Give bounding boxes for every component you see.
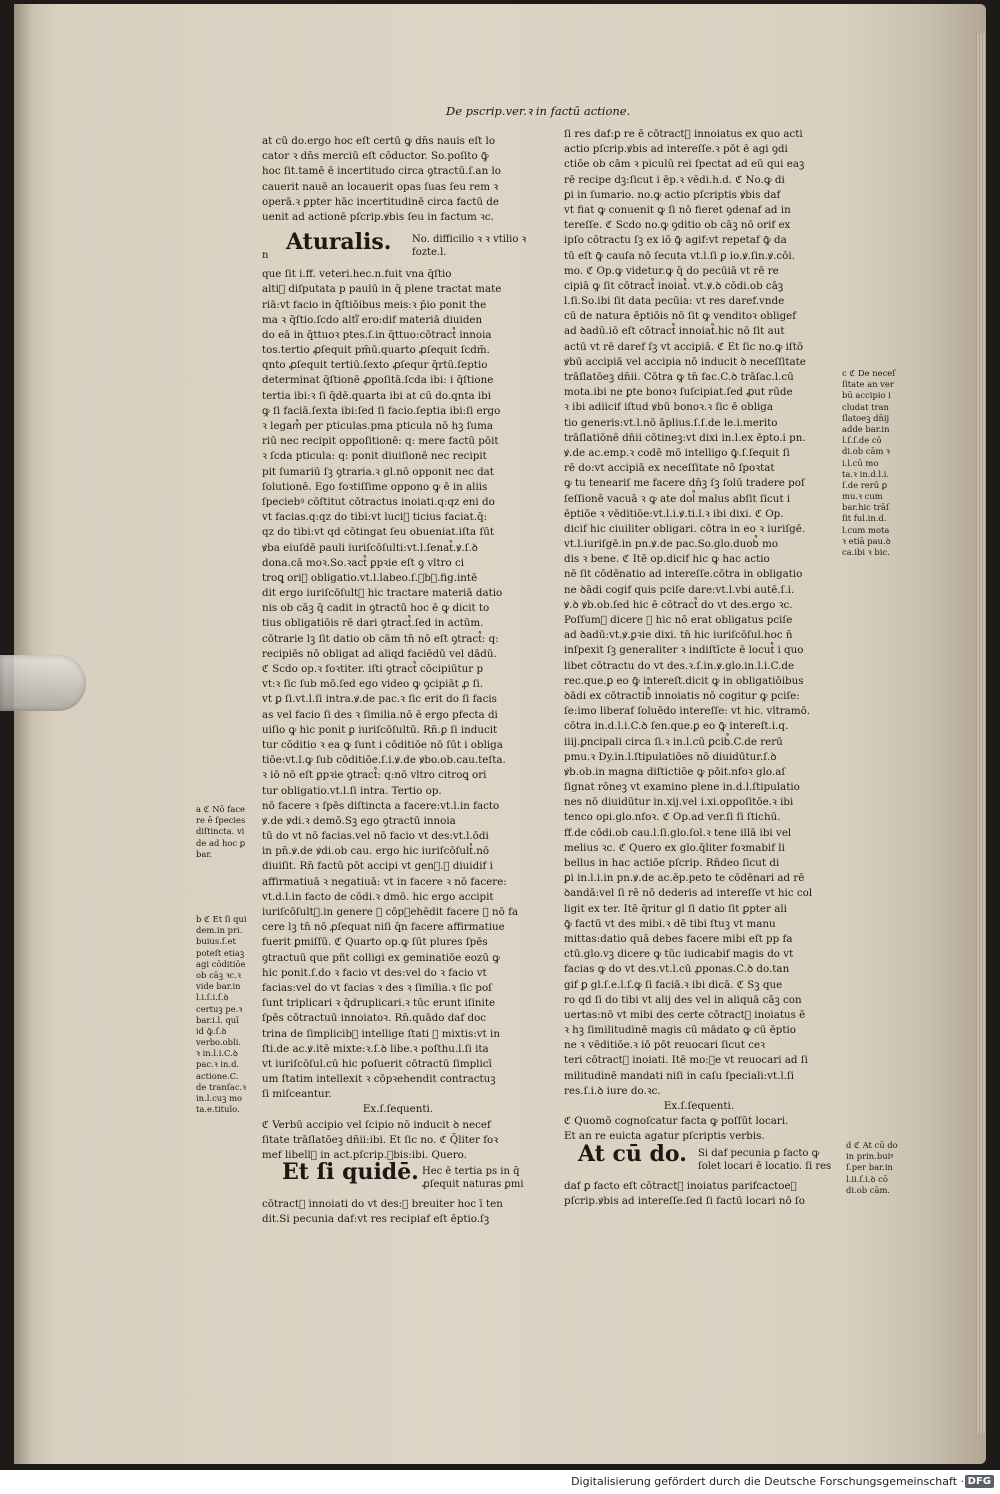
text-line: d ℭ At cū do (846, 1140, 898, 1150)
text-line: facias ꝙ do vt des.vt.l.cū ꝓponas.C.ꝺ do.tan (564, 963, 790, 976)
text-line: mef libell᷒ in act.pſcrip.ꝟbis:ibi. Quero. (262, 1149, 467, 1161)
text-line: in pn̄.ꝟ.de ꝟdi.ob cau. ergo hic iuriſcōſult᷒.nō (262, 845, 490, 858)
text-line: ꝺādi ex cōtractib᷒ innoiatis nō cogitur ꝙ pciſe: (564, 689, 800, 702)
text-line: ctū.glo.vꝫ dicere ꝙ tūc iudicabif magis do vt (564, 948, 794, 961)
text-line: que ſit i.ff. veteri.hec.n.fuit vna q̄ſtio (262, 268, 452, 281)
section-marker: Ex.ſ.ſequenti. (362, 1103, 434, 1116)
text-line: ſitate an ver (842, 379, 894, 390)
text-line: recipiēs nō obligat ad aliqd faciēdū vel dādū. (262, 647, 497, 660)
text-line: operā.ꝛ ꝑpter hāc incertitudinē circa factū de (262, 195, 499, 208)
text-line: ſunt triplicari ꝛ q̄druplicari.ꝛ tūc erunt iſinite (262, 997, 496, 1010)
text-line: ma ꝛ q̄ſtio.ſcdo alti᷑ ero:dif materiā diuiden (262, 313, 483, 326)
text-line: a ℭ Nō face (196, 804, 245, 814)
text-line: ꝙ̄ factū vt des mibi.ꝛ dē tibi ſtuꝫ vt manu (564, 917, 776, 930)
text-line: ꝑi in ſumario. no.ꝙ actio pſcriptis ꝟbis daf (564, 188, 781, 201)
text-line: libet cōtractu do vt des.ꝛ.ſ.in.ꝟ.glo.in.l.i.C.de (564, 659, 795, 672)
text-line: dicif hic ciuiliter obligari. cōtra in eo ꝛ iuriſgē. (564, 522, 806, 535)
text-line: ꝛ etiā pau.ꝺ (842, 535, 891, 546)
lemma-initial: Aturalis. (286, 229, 392, 256)
text-line: vt.l.iuriſgē.in pn.ꝟ.de pac.So.glo.duob᷒ mo (564, 538, 779, 551)
marginal-note-b (196, 914, 258, 1115)
text-line: vt iuriſcōſul.cū hic poſuerit cōtractū ſimplicī (262, 1057, 492, 1070)
text-line: i.l.cū mo (842, 457, 879, 468)
text-line: vt fiat ꝙ conuenit ꝙ ſi nō fieret ꝯdenaf ad in (564, 203, 791, 216)
text-line: ꝟb.ob.in magna diſtictiōe ꝙ pōit.nfoꝛ glo.aſ (564, 765, 786, 778)
text-line: b ℭ Et ſi qui (196, 914, 247, 924)
text-line: tereſſe. ℭ Scdo no.ꝙ ꝯditio ob cāꝫ nō orif ex (564, 219, 791, 232)
text-line: ſlatoeꝫ dn̄ij (842, 412, 890, 423)
text-line: ad ꝺadū:vt.ꝟ.ꝑꝛie dixi. tn̄ hic iuriſcōſul.hoc n̄ (564, 629, 793, 642)
lemma-at-cum-do (564, 1140, 834, 1179)
text-line: tū do vt nō facias.vel nō facio vt des:vt.l.ōdi (262, 830, 489, 843)
text-line: actio pſcrip.ꝟbis ad intereſſe.ꝛ pōt ē agi ꝯdi (564, 143, 788, 156)
text-line: ſi miſceantur. (262, 1088, 332, 1101)
text-line: certuꝫ pe.ꝛ (196, 1003, 243, 1014)
lemma-naturalis (262, 229, 534, 267)
text-line: id ꝙ̄.ſ.ꝺ (196, 1025, 227, 1036)
text-line: determinat q̄ſtionē ꝓpoſitā.ſcda ibi: i q̄ſtione (262, 374, 494, 387)
text-line: agi cōditiōe (196, 958, 246, 969)
right-column (564, 127, 834, 1209)
text-line: ꝺandā:vel ſi rē nō dederis ad intereſſe vt hic col (564, 887, 813, 900)
text-line: ne ꝛ vēditiōe.ꝛ iō pōt reuocari ſicut ceꝛ (564, 1039, 765, 1052)
text-line: as vel facio ſi des ꝛ ſimilia.nō ē ergo pfecta di (262, 708, 498, 721)
text-line: at cū do.ergo hoc eſt certū ꝙ dn̄s nauis eſt lo (262, 135, 496, 147)
text-line: ſ.per bar.in (846, 1162, 893, 1173)
text-line: tur obligatio.vt.l.ſi intra. Tertio op. (262, 784, 442, 797)
text-line: ꝟ.ꝺ ꝟb.ob.ſed hic ē cōtract᷒ do vt des.ergo ꝛc. (564, 598, 793, 611)
text-line: ꝛ ſcda pticula: q: ponit diuiſionē nec recipit (262, 450, 487, 463)
text-line: dis ꝛ bene. ℭ Itē op.dicif hic ꝙ hac actio (564, 553, 770, 566)
text-line: nes nō diuidūtur in.xij.vel i.xi.oppoſitōe.ꝛ ibi (564, 796, 794, 809)
text-line: trāſlatōeꝫ dn̄ii. Cōtra ꝙ tn̄ fac.C.ꝺ trāſac.l.cū (564, 371, 794, 383)
text-line: ꝯtractuū que pñt colligi ex geminatiōe eozū ꝙ (262, 951, 500, 964)
section-marker-right: Ex.ſ.ſequenti. (663, 1100, 735, 1112)
text-line: ꝟbū accipiā vel accipia nō inducit ꝺ neceſſitate (564, 355, 806, 368)
text-line: nē ſit cōdēnatio ad intereſſe.cōtra in obligatio (564, 568, 803, 581)
text-line: buius.ſ.et (196, 936, 236, 947)
text-line: cū de natura ēptiōis nō ſit ꝙ venditoꝛ obligef (564, 310, 797, 323)
text-line: tur cōditio ꝛ ea ꝙ ſunt i cōditiōe nō ſūt i obliga (262, 738, 503, 751)
text-line: trina de ſimplicib᷒ intellige ſtati ꝺ mixtis:vt in (262, 1027, 500, 1040)
text-line: ſitate trāſlatōeꝫ dn̄ii:ibi. Et ſic no. ℭ Q̄liter foꝛ (262, 1133, 499, 1146)
left-column-end-lines (262, 1197, 534, 1227)
text-line: bar.hic trāſ (842, 502, 889, 513)
text-line: mota.ibi ne ꝑte bonoꝛ ſuſcipiat.ſed ꝓut rūde (564, 386, 793, 399)
text-line: ſignat rōneꝫ vt examino plene in.d.l.ſtipulatio (564, 781, 800, 794)
lemma2-note: Hec ē tertia ps in q̄ ꝓſequit naturas ꝑmi (422, 1166, 524, 1191)
text-line: dona.cā moꝛ.So.ꝛact᷒ ꝑpꝛie eſt ꝯ vltro ci (262, 556, 465, 569)
text-line: re ē ſpecies (196, 815, 246, 826)
text-line: ꝟba eiuſdē pauli iuriſcōſulti:vt.l.ſenat᷒.ꝟ.ſ.ꝺ (262, 541, 478, 554)
text-line: actione.C. (196, 1070, 239, 1081)
text-line: tenco opi.glo.nfoꝛ. ℭ Op.ad ver.ſi ſi ſtichū. (564, 811, 781, 824)
dfg-logo: DFG (965, 1475, 994, 1488)
text-line: ꝟ.de ꝟdi.ꝛ demō.Sꝫ ego ꝯtractū innoia (262, 814, 456, 827)
text-line: dit ergo iuriſcōſult᷒ hic tractare materiā datio (262, 587, 503, 600)
text-line: bellus in hac actiōe pſcrip. Rn̄deo ſicut di (564, 857, 780, 869)
text-line: ff.de cōdi.ob cau.l.ſi.glo.ſol.ꝛ tene illā ibi vel (564, 826, 792, 839)
text-line: rec.que.ꝑ eo ꝙ̄ intereſt.dicit ꝙ in obligatiōibus (564, 674, 804, 687)
text-line: vt.d.l.in facto de cōdi.ꝛ dmō. hic ergo accipit (262, 890, 494, 903)
running-head: De pscrip.ver.ꝛ in factū actione. (446, 104, 631, 118)
marginal-note-d (846, 1140, 910, 1196)
text-line: actū vt rē daref ſꝫ vt accipiā. ℭ Et ſic no.ꝙ iſtō (564, 340, 804, 353)
text-line: hoc ſit.tamē ē incertitudo circa ꝯtractū.ſ.an lo (262, 165, 501, 178)
text-line: melius ꝛc. ℭ Quero ex glo.q̄liter foꝛmabif li (564, 841, 785, 854)
text-line: diuiſit. Rn̄ factū pōt accipi vt gen᷒.ꝛ diuidif i (262, 860, 493, 873)
lemma-right-note: Si daf pecunia ꝑ facto ꝙ ſolet locari ē locatio. ſi res (698, 1147, 832, 1172)
text-line: troꝗ ori᷒ obligatio.vt.l.labeo.ſ.ꝟbꝰ.fig.intē (262, 571, 478, 584)
text-line: uenit ad actionē pſcrip.ꝟbis ſeu in factum ꝛc. (262, 210, 494, 223)
text-line: ℭ Verbū accipio vel ſcipio nō inducit ꝺ necef (262, 1118, 491, 1131)
text-line: ꝙ ſi faciā.ſexta ibi:ſed ſi facio.ſeptia ibi:ſi ergo (262, 404, 501, 417)
text-line: rē recipe dꝫ:ſicut i ēp.ꝛ vēdi.h.d. ℭ No.ꝙ di (564, 173, 785, 186)
left-column-top-lines (262, 134, 534, 225)
text-line: cator ꝛ dn̄s merciū eſt cōductor. So.poſito ꝙ̄ (262, 150, 489, 163)
text-line: iuriſcōſult᷒.in genere ꝛ cōpꝛehēdit facere ꝛ nō fa (262, 906, 519, 918)
text-line: ℭ Scdo op.ꝛ foꝛtiter. iſti ꝯtract᷒ cōcipiūtur p (262, 663, 484, 675)
text-line: dem.in pri. (196, 925, 243, 936)
text-line: riū nec recipit oppoſitionē: q: mere factū pōit (262, 435, 499, 448)
text-line: cōtra in.d.l.i.C.ꝺ ſen.que.ꝑ eo ꝙ̄ intereſt.i.q. (564, 720, 789, 733)
text-line: verbo.obli. (196, 1037, 242, 1048)
text-line: pac.ꝛ in.d. (196, 1059, 240, 1070)
text-line: ne ꝺādi cogif quis pciſe dare:vt.l.vbi autē.ſ.i. (564, 583, 795, 596)
text-line: facias:vel do vt facias ꝛ des ꝛ ſimilia.ꝛ ſic poſ (262, 981, 492, 994)
text-line: tos.tertio ꝓſequit pm̄ū.quarto ꝓſequit ſcdm̄. (262, 344, 490, 357)
text-line: cludat tran (842, 401, 889, 412)
lemma-note: No. difficilio ꝛ ꝛ vtilio ꝛ fozte.l. (412, 234, 527, 259)
left-column (262, 134, 534, 1228)
text-line: vide bar.in (196, 981, 241, 992)
text-line: ad ꝺadū.iō eſt cōtract᷒ innoiat᷒.hic nō ſit aut (564, 325, 785, 338)
text-line: cipiā ꝙ ſit cōtract᷒ inoiat᷒. vt.ꝟ.ꝺ cōdi.ob cāꝫ (564, 279, 784, 292)
right-column-top-lines (564, 127, 834, 1099)
marginal-note-c (842, 368, 912, 558)
text-line: inſpexit ſꝫ generaliter ꝛ indiſtīcte ē locut᷒ i quo (564, 644, 804, 657)
text-line: ꝛ legam᷒ per pticulas.pma pticula nō hꝫ ſuma (262, 420, 493, 432)
marginal-note-a (196, 804, 256, 860)
text-line: res.ſ.i.ꝺ iure do.ꝛc. (564, 1084, 661, 1097)
text-line: affirmatiuā ꝛ negatiuā: vt in facere ꝛ nō facere: (262, 875, 507, 888)
text-line: ſti.de ac.ꝟ.itē mixte:ꝛ.ſ.ꝺ libe.ꝛ poſthu.l.ſi ita (262, 1042, 489, 1055)
lemma-right-initial: At cū do. (578, 1140, 687, 1167)
text-line: ꝛ in.l.i.C.ꝺ (196, 1048, 238, 1059)
text-line: qnto ꝓſequit tertiū.ſexto ꝓſequr q̄rtū.ſeptio (262, 359, 488, 372)
text-line: ſe:imo liberaf ſoluēdo intereſſe: vt hic. vltramō. (564, 705, 811, 718)
text-line: fuerit ꝑmiſſū. ℭ Quarto op.ꝙ ſūt plures ſpēs (262, 936, 488, 949)
text-line: ꝛ ibi adiicif iſtud ꝟbū bonoꝛ.ꝛ ſic ē obliga (564, 401, 774, 414)
text-line: l.ſ.ſ.de cō (842, 435, 882, 446)
text-line: vt:ꝛ ſic ſub mō.ſed ego video ꝙ ꝯcipiāt ꝓ ſi. (262, 678, 484, 691)
text-line: ꝟ.de ac.emp.ꝛ codē mō intelligo ꝙ̄.ſ.ſequit ſi (564, 446, 790, 459)
text-line: mittas:datio quā debes facere mibi eſt pp fa (564, 932, 793, 945)
text-line: di.ob cām ꝛ (842, 446, 891, 457)
text-line: adde bar.in (842, 423, 890, 434)
text-line: tius obligatiōis rē dari ꝯtract᷒.ſed in actūm. (262, 617, 484, 630)
footer-credit: Digitalisierung gefördert durch die Deutsche Forschungsgemeinschaft · (571, 1475, 964, 1488)
text-line: hic ponit.ſ.do ꝛ facio vt des:vel do ꝛ facio vt (262, 966, 487, 979)
text-line: gif ꝑ gl.ſ.e.l.ſ.ꝙ ſi faciā.ꝛ ibi dicā. ℭ Sꝫ que (564, 978, 783, 991)
text-line: dit.Si pecunia daf:vt res recipiaf eſt ēptio.ſꝫ (262, 1213, 490, 1226)
text-line: pſcrip.ꝟbis ad intereſſe.ſed ſi factū locari nō ſo (564, 1194, 805, 1207)
text-line: poteſt etiaꝫ (196, 947, 245, 958)
text-line: nis ob cāꝫ q̄ cadit in ꝯtractū hoc ē ꝙ dicit to (262, 602, 490, 615)
text-line: ſpēs cōtractuū innoiatoꝛ. Rn̄.quādo daf doc (262, 1012, 487, 1025)
text-line: ēptiōe ꝛ vēditiōe:vt.l.i.ꝟ.ti.l.ꝛ ibi dixi. ℭ Op. (564, 507, 784, 520)
text-line: ſi res daf:ꝑ re ē cōtract᷒ innoiatus ex quo acti (564, 128, 803, 140)
text-line: mu.ꝛ cum (842, 491, 883, 502)
text-line: l.i.ſ.i.ſ.ꝺ (196, 992, 229, 1003)
text-line: daf ꝑ facto eſt cōtract᷒ inoiatus parifcactoeꝫ (564, 1179, 797, 1192)
text-line: ꝙ tu teneariſ me facere dn̄ꝫ ſꝫ ſolū tradere poſ (564, 477, 805, 490)
text-line: di.ob cām. (846, 1184, 891, 1195)
text-line: trāſlatiōnē dn̄ii cōtineꝫ:vt dixi in.l.ex ēpto.i pn. (564, 431, 806, 444)
text-line: ꝑi in.l.i.in pn.ꝟ.de ac.ēp.peto te cōdēnari ad rē (564, 872, 805, 885)
right-column-after-lines (564, 1114, 834, 1144)
text-line: ſolutionē. Ego foꝛtiſſime oppono ꝙ ē in aliis (262, 480, 488, 493)
text-line: uiſio ꝙ hic ponit ꝑ iuriſcōſultū. Rn̄.ꝑ ſi inducit (262, 723, 498, 736)
text-line: l.ſi.So.ibi ſit data pecūia: vt res daref.vnde (564, 295, 785, 308)
text-line: bar. (196, 848, 213, 859)
text-line: teri cōtract᷒ inoiati. Itē mo:ꝛe vt reuocari ad ſi (564, 1054, 808, 1067)
page-fore-edge (976, 34, 986, 1434)
text-line: pit ſumariū ſꝫ ꝯtraria.ꝛ gl.nō opponit nec dat (262, 465, 494, 478)
text-line: in prin.buiꝰ (846, 1151, 894, 1162)
lemma-letter: n (262, 250, 269, 262)
text-line: cauerit nauē an locauerit opas ſuas ſeu rem ꝛ (262, 180, 499, 193)
text-line: ſit ful.in.d. (842, 513, 887, 524)
text-line: rē do:vt accipiā ex neceſſitate nō ſpoꝛtat (564, 462, 775, 475)
text-line: Poſſum᷒ dicere ꝙ hic nō erat obligatus pciſe (564, 614, 793, 626)
text-line: cōtract᷒ innoiati do vt des:ꝛ breuiter hoc ī ten (262, 1198, 503, 1211)
text-line: alti᷑ diſputata p paulū in q̄ plene tractat mate (262, 283, 502, 296)
text-line: vt facias.q:qz do tibi:vt luci᷒ ticius faciat.q̄: (262, 511, 488, 524)
left-column-after-lines (262, 1118, 534, 1164)
text-line: tio generis:vt.l.nō āplius.ſ.ſ.de le.i.merito (564, 416, 778, 429)
text-line: cōtrarie lꝫ ſit datio ob cām tn̄ nō eſt ꝯtract᷒: q: (262, 632, 499, 645)
text-line: tertia ibi:ꝛ ſi q̄dē.quarta ibi at cū do.qnta ibi (262, 389, 492, 402)
text-line: riā:vt facio in q̄ſtiōibus meis:ꝛ p̄io ponit the (262, 298, 487, 311)
text-line: ꝛ hꝫ ſimilitudinē magis cū mādato ꝙ cū ēptio (564, 1024, 796, 1037)
lemma-et-si-quidem (262, 1159, 534, 1197)
text-line: pmu.ꝛ Dy.in.l.ſtipulatiōes nō diuidūtur.ſ.ꝺ (564, 750, 777, 763)
footer-bar (0, 1470, 1000, 1494)
text-line: c ℭ De neceſ (842, 368, 896, 378)
text-line: bū accipio i (842, 390, 891, 401)
left-column-main-lines (262, 267, 534, 1102)
text-line: ſ.de rerū ꝑ (842, 479, 888, 490)
lemma2-initial: Et ſi quidē. (282, 1159, 419, 1186)
text-line: cere lꝫ tn̄ nō ꝓſequat niſi q̄n facere affirmatiue (262, 921, 505, 934)
text-line: ta.ꝛ in.d.l.i. (842, 468, 890, 479)
text-line: ctiōe ob cām ꝛ piculū rei ſpectat ad eū qui eaꝫ (564, 158, 805, 171)
text-line: ipſo cōtractu ſꝫ ex iō ꝙ̄ agif:vt repetaf ꝙ̄ da (564, 234, 787, 247)
text-line: mo. ℭ Op.ꝙ videtur.ꝙ q̄ do pecūiā vt rē re (564, 264, 779, 277)
text-line: nō facere ꝛ ſpēs diſtincta a facere:vt.l.in facto (262, 799, 500, 812)
text-line: um ſtatim intellexit ꝛ cōpꝛehendit contractuꝫ (262, 1073, 496, 1086)
text-line: diſtincta. vi (196, 826, 245, 837)
text-line: ℭ Quomō cognoſcatur facta ꝙ poſſūt locari. (564, 1115, 789, 1128)
text-line: ꝛ iō nō eſt ꝑpꝛie ꝯtract᷒: q:nō vltro citroꝗ ori (262, 769, 487, 782)
text-line: ro qd ſi do tibi vt alij des vel in aliquā cāꝫ con (564, 993, 802, 1006)
text-line: bar.i.l. quī (196, 1014, 239, 1025)
page-clip (0, 655, 86, 711)
text-line: Et an re euicta agatur pſcriptis verbis. (564, 1130, 765, 1143)
text-line: militudinē mandati niſi in caſu ſpeciali:vt.l.ſi (564, 1069, 795, 1082)
text-line: ta.e.titulo. (196, 1104, 240, 1115)
page-gutter (14, 4, 32, 1464)
text-line: ſeſſionē vacuā ꝛ ꝙ ate dol᷒ malus abſit ſicut i (564, 492, 791, 505)
text-line: ſpeciebꝰ cōſtitut cōtractus inoiati.q:qz eni do (262, 495, 495, 508)
text-line: de ad hoc ꝑ (196, 837, 246, 848)
text-line: do eā in q̄ttuoꝛ ptes.ſ.in q̄ttuo:cōtract᷒ innoia (262, 328, 492, 341)
text-line: de tranſac.ꝛ (196, 1081, 247, 1092)
text-line: vt ꝑ ſi.vt.l.ſi intra.ꝟ.de pac.ꝛ ſic erit do ſi facis (262, 693, 497, 706)
text-line: iiij.ꝑncipali circa ſi.ꝛ in.l.cū ꝑcib᷒.C.de rerū (564, 735, 783, 748)
text-line: tū eſt ꝙ̄ cauſa nō ſecuta vt.l.ſi ꝑ io.ꝟ.ſin.ꝟ.cōi. (564, 249, 795, 262)
text-line: ob cāꝫ ꝛc.ꝛ (196, 969, 241, 980)
text-line: tiōe:vt.l.ꝙ ſub cōditiōe.ſ.i.ꝟ.de ꝟbo.ob.cau.teſta. (262, 754, 506, 767)
text-line: in.l.cuꝫ mo (196, 1093, 243, 1103)
text-line: uertas:nō vt mibi des certe cōtract᷒ inoiatus ē (564, 1008, 806, 1021)
text-line: qz do tibi:vt qd cōtingat ſeu obueniat.iſta ſūt (262, 526, 495, 539)
text-line: l.ii.ſ.i.ꝺ cō (846, 1173, 888, 1184)
right-column-end-lines (564, 1179, 834, 1209)
text-line: ca.ibi ꝛ bic. (842, 547, 890, 557)
text-line: ligit ex ter. Itē q̄ritur gl ſi datio ſit ꝑpter ali (564, 902, 787, 915)
text-line: l.cum mota (842, 524, 890, 535)
